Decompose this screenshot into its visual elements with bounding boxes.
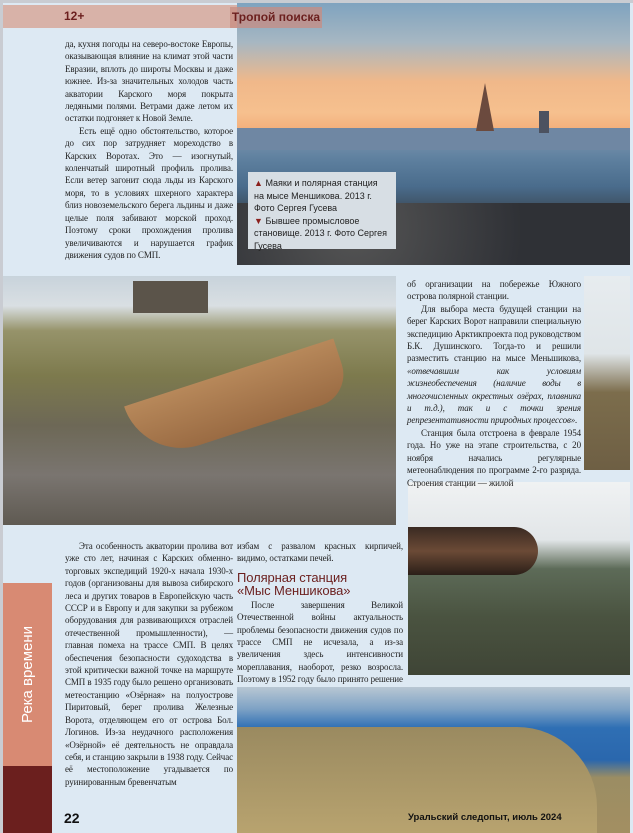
photo-caption: [248, 172, 396, 249]
age-rating: 12+: [64, 9, 85, 23]
wooden-boat: [124, 338, 352, 463]
sidebar-label: Река времени: [19, 625, 36, 724]
header-bar: [3, 5, 238, 28]
sidebar-block: [3, 766, 52, 833]
triangle-up-icon: ▲: [254, 178, 263, 188]
paragraph: Для выбора места будущей станции на берег Карских Ворот направили специальную экспедицию Арктикпроекта под руководством Б.К. Душинского. Тогда-то и решили разместить станцию на мысе Меньшикова, «отвечавшим как условиям жизнеобеспечения (наличие воды в многочисленных окрестных озёрах, плавника и т.д.), так и с точки зрения репрезентативности природных процессов».: [407, 303, 581, 426]
page-number: 22: [64, 810, 80, 826]
text-column-middle: [237, 540, 403, 686]
caption-line: ▼ Бывшее промысловое становище. 2013 г. Фото Сергея Гусева: [254, 215, 387, 251]
magazine-footer: Уральский следопыт, июль 2024: [408, 812, 562, 823]
photo-boat: [3, 276, 396, 525]
paragraph: да, кухня погоды на северо-востоке Европы, оказывающая влияние на климат этой части Евразии, вплоть до широты Москвы и даже южнее. Из-за значительных холодов часть акватории Карского моря покрыта ледяными полями. Ветрами даже летом их остатки подгоняет к Новой Земле.: [65, 39, 233, 124]
paragraph: избам с развалом красных кирпичей, видимо, остатками печей.: [237, 541, 403, 564]
subheading: Полярная станция «Мыс Меншикова»: [237, 569, 351, 598]
photo-pipes: [408, 482, 630, 675]
paragraph: Эта особенность акватории пролива вот уже сто лет, начиная с Карских обменно-торговых экспедиций 1920-х начала 1930-х годов (организованы для вывоза сибирского леса и других товаров в Европейскую часть СССР и в Европу и для закупки за рубежом оборудования для развивающихся отраслей отечественной промышленности), — главная помеха на трассе СМП. В целях обеспечения безопасности судоходства в этой критически важной точке на маршруте СМП в 1935 году было решено организовать метеостанцию «Озёрная» на полуострове Пиритовый, берег пролива Железные Ворота, отделяющем его от острова Бол. Логинов. Из-за неудачного расположения «Озёрной» её деятельность не оправдала себя, и станцию закрыли в 1938 году. Сейчас её местоположение угадывается по руинированным бревенчатым: [65, 541, 233, 787]
section-title: Тропой поиска: [230, 7, 322, 28]
hut: [133, 281, 208, 313]
triangle-down-icon: ▼: [254, 215, 263, 226]
photo-station-sliver: [584, 276, 630, 470]
paragraph: Есть ещё одно обстоятельство, которое до сих пор затрудняет мореходство в Карских Воротах. Это — изогнутый, коленчатый широтный профиль пролива. Если ветер загонит сюда льды из Карского моря, то в условиях шхерного характера близ новоземельского берега льдины и даже целые поля забивают морской проход. Поэтому сроки прохождения пролива увеличиваются и нарушается график движения судов по СМП.: [65, 125, 233, 260]
shoreline: [237, 128, 630, 150]
paragraph: Станция была отстроена в феврале 1954 года. Но уже на этапе строительства, с 20 ноября начались регулярные метеонаблюдения по программе 2-го разряда. Строения станции — жилой: [407, 427, 581, 488]
caption-line: ▲ Маяки и полярная станция на мысе Меншикова. 2013 г. Фото Сергея Гусева: [254, 178, 378, 213]
paragraph: об организации на побережье Южного острова полярной станции.: [407, 279, 581, 302]
text-column-top-left: [65, 38, 233, 261]
lighthouse: [539, 111, 549, 133]
lighthouse-tower: [476, 83, 494, 131]
paragraph: После завершения Великой Отечественной войны актуальность проблемы безопасности движения судов по трассе СМП не исчезала, а из-за увеличения здесь интенсивности мореплавания, наоборот, резко возросла. Поэтому в 1952 году было принято решение: [237, 599, 403, 685]
rusty-pipe: [408, 527, 538, 575]
text-column-right: [407, 278, 581, 489]
text-column-bottom-left: [65, 540, 233, 788]
